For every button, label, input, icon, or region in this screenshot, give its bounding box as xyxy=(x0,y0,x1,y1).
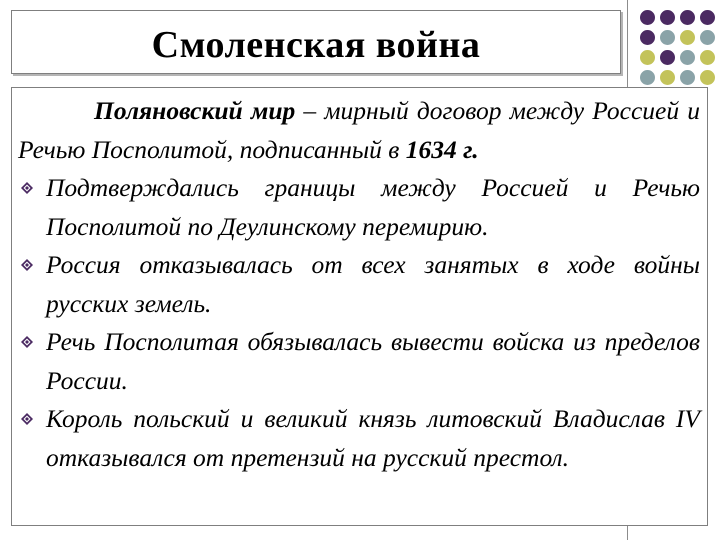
decorative-dot xyxy=(660,50,675,65)
bullet-item xyxy=(18,400,700,477)
decorative-dot xyxy=(680,50,695,65)
bullet-item xyxy=(18,169,700,246)
bullet-item xyxy=(18,246,700,323)
treaty-definition: – мирный договор между Россией и Речью Посполитой, подписанный в xyxy=(18,96,700,164)
decorative-dot-grid xyxy=(638,8,720,90)
decorative-dot xyxy=(680,10,695,25)
bullet-text: Речь Посполитая обязывалась вывести войска из пределов России. xyxy=(46,327,700,395)
treaty-term: Поляновский мир xyxy=(94,96,296,125)
decorative-dot xyxy=(700,30,715,45)
decorative-dot xyxy=(700,10,715,25)
check-diamond-icon xyxy=(21,336,33,348)
intro-paragraph xyxy=(18,92,700,169)
decorative-dot xyxy=(640,70,655,85)
decorative-dot xyxy=(700,70,715,85)
bullet-text: Подтверждались границы между Россией и Речью Посполитой по Деулинскому перемирию. xyxy=(46,173,700,241)
bullet-text: Король польский и великий князь литовский Владислав IV отказывался от претензий на русский престол. xyxy=(46,404,700,472)
decorative-dot xyxy=(700,50,715,65)
decorative-dot xyxy=(640,10,655,25)
decorative-dot xyxy=(680,30,695,45)
bullet-text: Россия отказывалась от всех занятых в ходе войны русских земель. xyxy=(46,250,700,318)
decorative-dot xyxy=(640,50,655,65)
treaty-year: 1634 г. xyxy=(405,134,479,164)
check-diamond-icon xyxy=(21,259,33,271)
decorative-dot xyxy=(660,30,675,45)
title-box xyxy=(11,10,621,74)
slide-title: Смоленская война xyxy=(151,24,481,66)
check-diamond-icon xyxy=(21,413,33,425)
content-text xyxy=(18,92,700,477)
decorative-dot xyxy=(660,10,675,25)
bullet-item xyxy=(18,323,700,400)
decorative-dot xyxy=(680,70,695,85)
content-box xyxy=(11,87,708,526)
decorative-dot xyxy=(640,30,655,45)
decorative-dot xyxy=(660,70,675,85)
check-diamond-icon xyxy=(21,182,33,194)
